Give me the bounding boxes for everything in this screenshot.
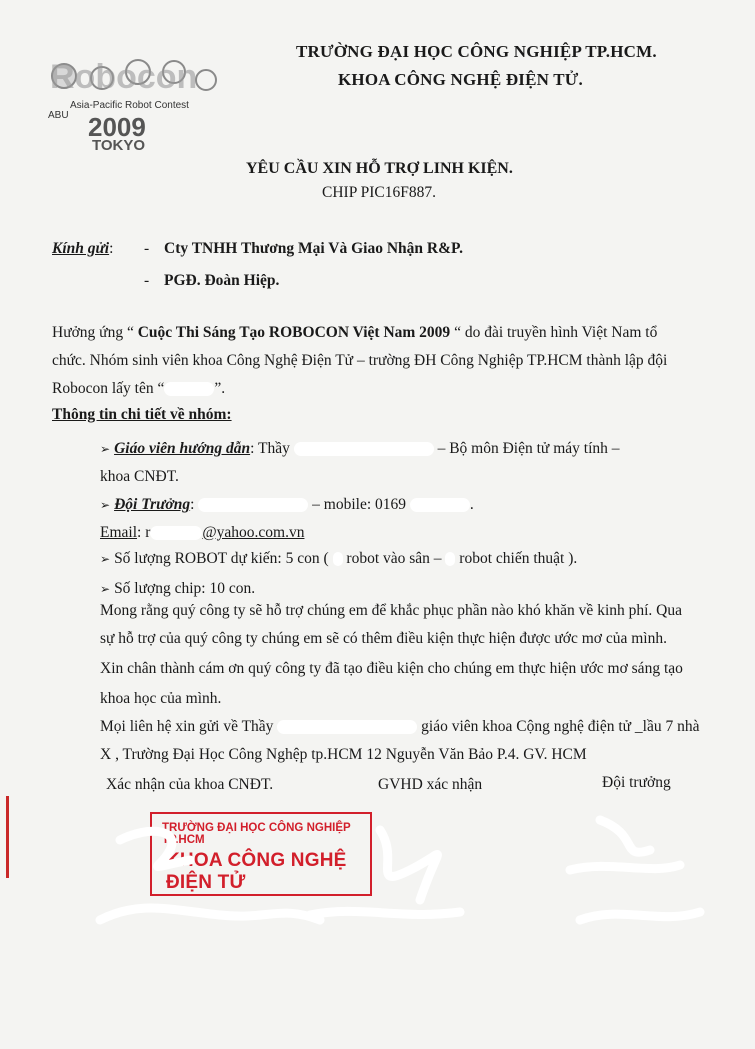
document-subtitle: CHIP PIC16F887. <box>322 184 436 201</box>
logo-abu: ABU <box>48 110 69 121</box>
recipient-person: PGĐ. Đoàn Hiệp. <box>164 272 280 289</box>
contact-faculty: giáo viên khoa Cộng nghệ điện tử _lầu 7 nhà <box>421 718 700 735</box>
body-line-4: khoa học của mình. <box>100 690 222 707</box>
redacted-team-name <box>164 382 214 396</box>
arrow-bullet-icon: ➢ <box>100 442 111 456</box>
robocon-2009-logo <box>42 42 222 154</box>
body-line-1: Mong rằng quý công ty sẽ hỗ trợ chúng em để khắc phục phần nào khó khăn về kinh phí. Qua <box>100 602 682 619</box>
stamp-faculty: KHOA CÔNG NGHỆ ĐIỆN TỬ <box>166 850 347 893</box>
arrow-bullet-icon: ➢ <box>100 552 111 566</box>
faculty-name: KHOA CÔNG NGHỆ ĐIỆN TỬ. <box>338 70 583 89</box>
chips-row <box>100 580 255 598</box>
logo-city: TOKYO <box>92 137 146 154</box>
school-name: TRƯỜNG ĐẠI HỌC CÔNG NGHIỆP TP.HCM. <box>296 42 657 61</box>
body-line-2: sự hỗ trợ của quý công ty chúng em sẽ có thêm điều kiện thực hiện được ước mơ của mình. <box>100 630 667 647</box>
leader-signature-label: Đội trưởng <box>602 774 671 791</box>
advisor-signature-label: GVHD xác nhận <box>378 776 483 793</box>
contest-name: Cuộc Thi Sáng Tạo ROBOCON Việt Nam 2009 <box>137 324 451 341</box>
intro-line-3 <box>52 380 225 398</box>
stamp-school: TRƯỜNG ĐẠI HỌC CÔNG NGHIỆP TP.HCM <box>162 822 351 846</box>
email-row <box>100 524 304 542</box>
leader-end: . <box>469 496 474 513</box>
details-heading: Thông tin chi tiết về nhóm: <box>52 406 232 423</box>
redacted-email-user <box>150 526 202 540</box>
intro-line-1 <box>52 324 657 342</box>
recipient-dash-1: - <box>144 240 150 257</box>
dept-signature-label: Xác nhận của khoa CNĐT. <box>106 776 274 793</box>
leader-row <box>100 496 474 514</box>
chips-count: Số lượng chip: 10 con. <box>114 580 256 597</box>
recipient-label-row <box>52 240 113 258</box>
robots-tactical: robot chiến thuật ). <box>459 550 578 567</box>
document-title: YÊU CẦU XIN HỖ TRỢ LINH KIỆN. <box>246 160 513 177</box>
body-line-3: Xin chân thành cám ơn quý công ty đã tạo điều kiện cho chúng em thực hiện ước mơ sáng tạo <box>100 660 683 677</box>
logo-brand: Robocon <box>50 58 198 96</box>
email-domain[interactable]: @yahoo.com.vn <box>202 524 305 541</box>
body-line-5 <box>100 718 699 736</box>
arrow-bullet-icon: ➢ <box>100 582 111 596</box>
redacted-number <box>445 552 455 566</box>
redacted-leader-name <box>198 498 308 512</box>
redacted-number <box>333 552 343 566</box>
contact-intro: Mọi liên hệ xin gửi về Thầy <box>100 718 274 735</box>
redacted-advisor-name <box>294 442 434 456</box>
redacted-contact-name <box>277 720 417 734</box>
intro-line-2: chức. Nhóm sinh viên khoa Công Nghệ Điện Tử – trường ĐH Công Nghiệp TP.HCM thành lập đội <box>52 352 668 369</box>
leader-prefix: : <box>190 496 195 513</box>
advisor-label: Giáo viên hướng dẫn <box>114 440 251 457</box>
advisor-faculty: khoa CNĐT. <box>100 468 179 485</box>
leader-label: Đội Trưởng <box>114 496 191 513</box>
redacted-phone <box>410 498 470 512</box>
recipient-company: Cty TNHH Thương Mại Và Giao Nhận R&P. <box>164 240 463 257</box>
email-label: Email <box>100 524 138 541</box>
robots-field: robot vào sân – <box>346 550 442 567</box>
email-prefix: : r <box>137 524 151 541</box>
redacted-signatures <box>80 800 730 960</box>
robots-count: Số lượng ROBOT dự kiến: 5 con ( <box>114 550 329 567</box>
intro-text: ”. <box>214 380 226 397</box>
leader-mobile: – mobile: 0169 <box>312 496 407 513</box>
arrow-bullet-icon: ➢ <box>100 498 111 512</box>
intro-text: Robocon lấy tên “ <box>52 380 165 397</box>
advisor-department: – Bộ môn Điện tử máy tính – <box>437 440 620 457</box>
logo-year: 2009 <box>88 112 146 142</box>
advisor-row <box>100 440 620 458</box>
intro-text: “ do đài truyền hình Việt Nam tổ <box>450 324 658 341</box>
robots-row <box>100 550 577 568</box>
recipient-dash-2: - <box>144 272 150 289</box>
advisor-prefix: : Thầy <box>250 440 290 457</box>
intro-text: Hưởng ứng “ <box>52 324 138 341</box>
logo-tagline: Asia-Pacific Robot Contest <box>70 100 189 111</box>
recipient-colon: : <box>109 240 114 257</box>
red-margin-mark <box>6 796 9 878</box>
recipient-label: Kính gửi <box>52 240 110 257</box>
body-line-6: X , Trường Đại Học Công Nghệp tp.HCM 12 Nguyễn Văn Bảo P.4. GV. HCM <box>100 746 587 763</box>
